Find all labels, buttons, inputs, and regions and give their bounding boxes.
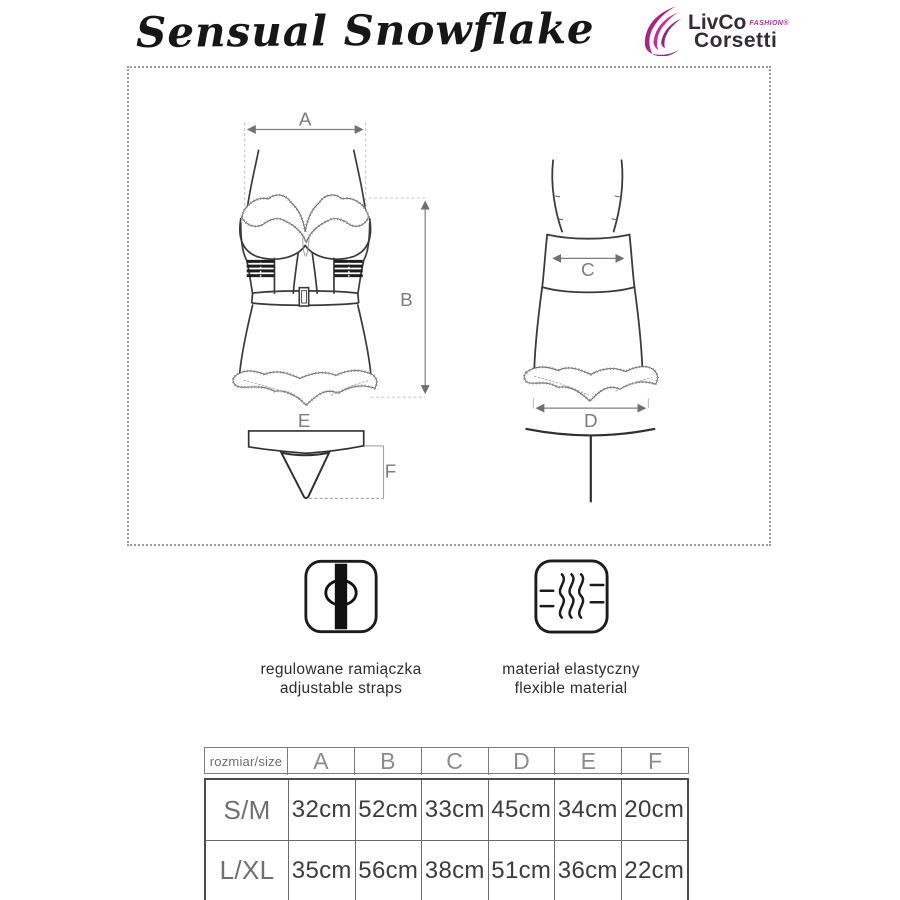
- value-cell: 51cm: [488, 841, 555, 900]
- size-cell: S/M: [223, 794, 271, 825]
- size-table: [204, 747, 689, 900]
- size-cell: L/XL: [219, 855, 275, 885]
- value-cell: 34cm: [554, 780, 621, 840]
- value-cell: 22cm: [621, 841, 688, 900]
- dimension-label-b: B: [400, 289, 413, 310]
- garment-measurement-drawing: [129, 68, 769, 544]
- dimension-label-e: E: [297, 409, 311, 431]
- flexible-material-icon: [533, 558, 610, 635]
- thong-front-drawing: [249, 431, 384, 498]
- brand-logo: [642, 4, 789, 56]
- value-cell: 20cm: [621, 780, 688, 840]
- size-table-header-e: E: [554, 748, 621, 775]
- dimension-b: [369, 198, 426, 397]
- value-cell: 35cm: [288, 841, 355, 900]
- fur-hem-trim-back: [524, 367, 657, 402]
- measurement-diagram-box: [127, 66, 771, 546]
- front-view-drawing: [233, 123, 425, 406]
- brand-swirl-icon: [642, 4, 686, 56]
- feature-caption-line-en: flexible material: [514, 680, 628, 697]
- dimension-label-a: A: [298, 108, 312, 130]
- fur-hem-trim-front: [233, 371, 377, 406]
- brand-fashion-label: FASHION®: [749, 20, 789, 27]
- feature-caption-line-pl: materiał elastyczny: [502, 661, 640, 678]
- size-table-header-a: A: [287, 748, 354, 775]
- brand-logo-text: [688, 12, 789, 51]
- dimension-label-c: C: [581, 259, 595, 281]
- size-table-header-f: F: [621, 748, 688, 775]
- feature-caption-material: [431, 660, 711, 698]
- value-cell: 33cm: [421, 780, 488, 840]
- thong-back-drawing: [526, 429, 654, 501]
- size-table-header-size: rozmiar/size: [209, 754, 283, 769]
- side-strap-bands: [247, 260, 363, 277]
- dimension-label-d: D: [584, 409, 598, 431]
- value-cell: 56cm: [355, 841, 422, 900]
- size-table-body: [204, 778, 689, 900]
- feature-caption-line-en: adjustable straps: [279, 680, 403, 697]
- back-view-drawing: [524, 160, 657, 408]
- adjustable-straps-icon: [303, 558, 379, 635]
- dimension-label-f: F: [384, 460, 397, 482]
- value-cell: 52cm: [355, 780, 422, 840]
- value-cell: 45cm: [488, 780, 555, 840]
- brand-name-top: LivCo: [688, 11, 747, 34]
- page-title: Sensual Snowflake: [135, 3, 595, 58]
- size-table-header-b: B: [354, 748, 421, 775]
- size-table-header-c: C: [421, 748, 488, 775]
- table-row-lxl: [206, 840, 687, 900]
- brand-name-sub: Corsetti: [694, 29, 778, 52]
- fur-top-trim: [242, 195, 369, 256]
- value-cell: 36cm: [554, 841, 621, 900]
- feature-caption-line-pl: regulowane ramiączka: [260, 661, 422, 678]
- size-table-header-row: [204, 747, 689, 774]
- size-table-header-d: D: [488, 748, 555, 775]
- value-cell: 38cm: [421, 841, 488, 900]
- value-cell: 32cm: [288, 780, 355, 840]
- table-row-sm: [206, 780, 687, 840]
